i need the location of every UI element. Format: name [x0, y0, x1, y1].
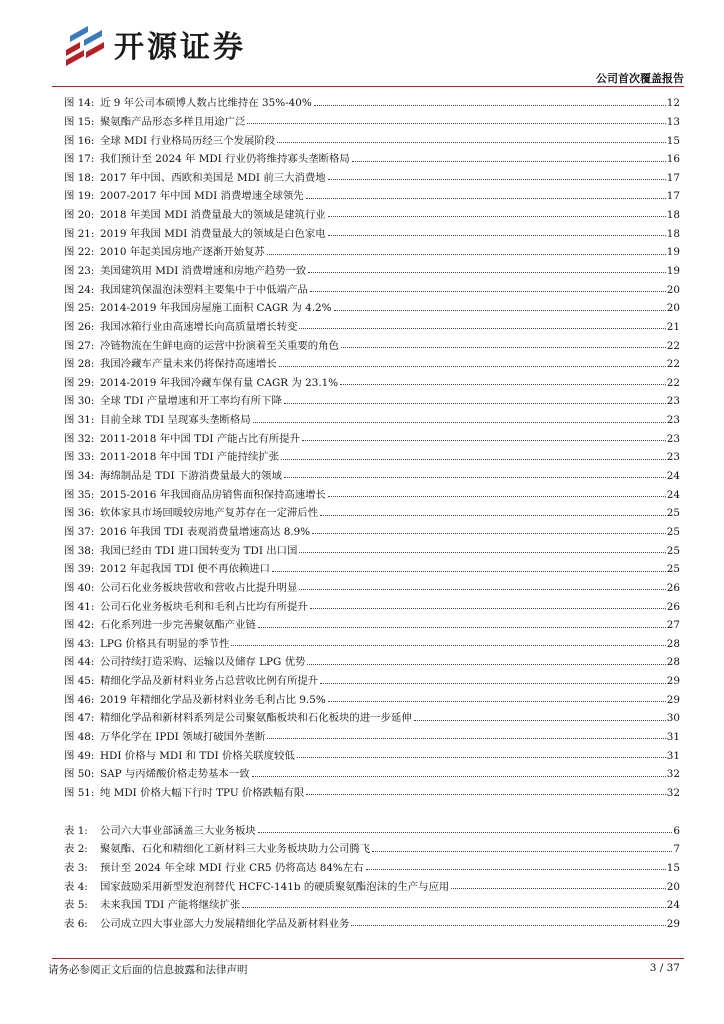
- entry-title: 公司石化业务板块营收和营收占比提升明显: [100, 581, 298, 594]
- entry-label: 表 1:: [64, 824, 88, 837]
- toc-entry[interactable]: [64, 668, 680, 687]
- toc-entry[interactable]: [64, 183, 680, 202]
- entry-page: 20: [666, 880, 680, 893]
- entry-title: 我国冷藏车产量未来仍将保持高速增长: [100, 358, 277, 371]
- dot-leader: [272, 571, 666, 572]
- entry-label: 图 42:: [64, 619, 95, 632]
- entry-label: 图 20:: [64, 209, 95, 222]
- entry-label: 图 29:: [64, 376, 95, 389]
- toc-entry[interactable]: [64, 836, 680, 855]
- toc-entry[interactable]: [64, 90, 680, 109]
- toc-entry[interactable]: [64, 911, 680, 930]
- section-gap: [64, 798, 680, 817]
- toc-entry[interactable]: [64, 892, 680, 911]
- toc-entry[interactable]: [64, 202, 680, 221]
- entry-label: 图 26:: [64, 320, 95, 333]
- entry-page: 26: [666, 581, 680, 594]
- entry-page: 20: [666, 283, 680, 296]
- entry-title: 聚氨酯、石化和精细化工新材料三大业务板块助力公司腾飞: [100, 843, 371, 856]
- entry-page: 27: [666, 619, 680, 632]
- toc-entry[interactable]: [64, 575, 680, 594]
- toc-entry[interactable]: [64, 780, 680, 799]
- dot-leader: [258, 832, 673, 833]
- entry-label: 图 46:: [64, 693, 95, 706]
- entry-title: 我国冰箱行业由高速增长向高质量增长转变: [100, 320, 298, 333]
- toc-entry[interactable]: [64, 463, 680, 482]
- toc-entry[interactable]: [64, 500, 680, 519]
- dot-leader: [310, 608, 666, 609]
- entry-label: 图 45:: [64, 675, 95, 688]
- toc-entry[interactable]: [64, 295, 680, 314]
- footer-disclaimer: 请务必参阅正文后面的信息披露和法律声明: [48, 964, 248, 976]
- entry-page: 24: [666, 488, 680, 501]
- dot-leader: [351, 925, 665, 926]
- entry-label: 图 23:: [64, 265, 95, 277]
- dot-leader: [320, 515, 666, 516]
- toc-entry[interactable]: [64, 220, 680, 239]
- entry-page: 22: [666, 376, 680, 389]
- entry-label: 图 51:: [64, 786, 95, 799]
- dot-leader: [306, 198, 666, 199]
- entry-page: 18: [666, 227, 680, 240]
- toc-entry[interactable]: [64, 314, 680, 333]
- entry-page: 25: [666, 563, 680, 576]
- toc-entry[interactable]: [64, 705, 680, 724]
- entry-title: 软体家具市场回暖较房地产复苏存在一定滞后性: [100, 507, 319, 520]
- dot-leader: [328, 235, 666, 236]
- toc-entry[interactable]: [64, 165, 680, 184]
- entry-page: 18: [666, 209, 680, 222]
- toc-entry[interactable]: [64, 388, 680, 407]
- entry-title: 公司持续打造采购、运输以及储存 LPG 优势: [100, 656, 306, 669]
- entry-label: 图 49:: [64, 749, 95, 762]
- toc-entry[interactable]: [64, 873, 680, 892]
- toc-entry[interactable]: [64, 761, 680, 780]
- dot-leader: [281, 459, 666, 460]
- entry-page: 15: [666, 861, 680, 874]
- dot-leader: [267, 254, 666, 255]
- entry-page: 17: [666, 171, 680, 184]
- entry-title: 我国建筑保温泡沫塑料主要集中于中低端产品: [100, 283, 308, 296]
- entry-page: 17: [666, 190, 680, 203]
- header-divider: [52, 86, 684, 87]
- toc-entry[interactable]: [64, 370, 680, 389]
- entry-page: 24: [666, 899, 680, 912]
- entry-title: 纯 MDI 价格大幅下行时 TPU 价格跌幅有限: [100, 786, 305, 799]
- dot-leader: [258, 627, 666, 628]
- entry-page: 29: [666, 675, 680, 688]
- entry-label: 图 36:: [64, 507, 95, 520]
- entry-title: 公司石化业务板块毛利和毛利占比均有所提升: [100, 600, 308, 613]
- entry-title: 2019 年我国 MDI 消费量最大的领域是白色家电: [100, 227, 326, 240]
- entry-page: 28: [666, 656, 680, 669]
- dot-leader: [242, 907, 665, 908]
- entry-title: 公司六大事业部涵盖三大业务板块: [100, 824, 256, 837]
- entry-page: 23: [666, 395, 680, 408]
- toc-entry[interactable]: [64, 146, 680, 165]
- entry-page: 23: [666, 451, 680, 464]
- entry-title: 近 9 年公司本硕博人数占比维持在 35%-40%: [100, 97, 312, 110]
- entry-page: 21: [666, 320, 680, 333]
- dot-leader: [328, 701, 666, 702]
- entry-title: SAP 与丙烯酸价格走势基本一致: [100, 768, 250, 781]
- dot-leader: [231, 645, 665, 646]
- entry-label: 图 24:: [64, 283, 95, 296]
- entry-title: 2014-2019 年我国冷藏车保有量 CAGR 为 23.1%: [100, 376, 339, 389]
- entry-title: 2010 年起美国房地产逐渐开始复苏: [100, 246, 265, 259]
- entry-label: 图 32:: [64, 432, 95, 445]
- dot-leader: [451, 888, 665, 889]
- entry-page: 19: [666, 265, 680, 277]
- entry-title: 全球 TDI 产量增速和开工率均有所下降: [100, 395, 282, 408]
- entry-label: 图 37:: [64, 525, 95, 538]
- toc-entry[interactable]: [64, 276, 680, 295]
- entry-label: 图 16:: [64, 134, 95, 147]
- dot-leader: [320, 683, 666, 684]
- dot-leader: [253, 422, 666, 423]
- toc-entry[interactable]: [64, 593, 680, 612]
- entry-title: 2011-2018 年中国 TDI 产能占比有所提升: [100, 432, 300, 445]
- entry-title: 预计至 2024 年全球 MDI 行业 CR5 仍将高达 84%左右: [100, 861, 364, 874]
- dot-leader: [366, 869, 666, 870]
- dot-leader: [314, 105, 666, 106]
- toc-entry[interactable]: [64, 612, 680, 631]
- entry-label: 图 30:: [64, 395, 95, 408]
- entry-label: 图 19:: [64, 190, 95, 203]
- entry-label: 图 48:: [64, 731, 95, 744]
- entry-title: 万华化学在 IPDI 领域打破国外垄断: [100, 731, 266, 744]
- entry-title: 精细化学品及新材料业务占总营收比例有所提升: [100, 675, 319, 688]
- entry-label: 图 17:: [64, 153, 95, 166]
- entry-page: 19: [666, 246, 680, 259]
- entry-title: 美国建筑用 MDI 消费增速和房地产趋势一致: [100, 265, 307, 277]
- dot-leader: [284, 477, 666, 478]
- entry-label: 图 25:: [64, 302, 95, 315]
- dot-leader: [306, 794, 666, 795]
- entry-title: 我们预计至 2024 年 MDI 行业仍将维持寡头垄断格局: [100, 153, 350, 166]
- entry-title: 2019 年精细化学品及新材料业务毛利占比 9.5%: [100, 693, 326, 706]
- entry-page: 16: [666, 153, 680, 166]
- toc-entry[interactable]: [64, 127, 680, 146]
- entry-label: 图 15:: [64, 115, 95, 128]
- entry-label: 图 44:: [64, 656, 95, 669]
- entry-label: 图 35:: [64, 488, 95, 501]
- entry-title: 2015-2016 年我国商品房销售面积保持高速增长: [100, 488, 326, 501]
- entry-page: 22: [666, 339, 680, 352]
- page-number: 3 / 37: [649, 962, 680, 974]
- dot-leader: [252, 776, 666, 777]
- entry-label: 图 28:: [64, 358, 95, 371]
- toc-entry[interactable]: [64, 444, 680, 463]
- entry-page: 15: [666, 134, 680, 147]
- entry-page: 26: [666, 600, 680, 613]
- toc-entry[interactable]: [64, 742, 680, 761]
- entry-page: 12: [666, 97, 680, 110]
- dot-leader: [414, 720, 666, 721]
- toc-entry[interactable]: [64, 426, 680, 445]
- entry-page: 7: [673, 843, 680, 856]
- dot-leader: [334, 310, 666, 311]
- entry-label: 图 18:: [64, 171, 95, 184]
- entry-title: LPG 价格具有明显的季节性: [100, 637, 230, 650]
- entry-label: 图 43:: [64, 637, 95, 650]
- toc-entry[interactable]: [64, 407, 680, 426]
- dot-leader: [279, 366, 666, 367]
- dot-leader: [277, 142, 666, 143]
- toc-entry[interactable]: [64, 109, 680, 128]
- entry-title: 2018 年美国 MDI 消费量最大的领域是建筑行业: [100, 209, 326, 222]
- dot-leader: [372, 851, 672, 852]
- dot-leader: [340, 384, 666, 385]
- dot-leader: [328, 179, 666, 180]
- entry-title: 全球 MDI 行业格局历经三个发展阶段: [100, 134, 276, 147]
- entry-title: HDI 价格与 MDI 和 TDI 价格关联度较低: [100, 749, 295, 762]
- footer-divider: [52, 958, 684, 959]
- entry-label: 表 5:: [64, 899, 88, 912]
- entry-page: 20: [666, 302, 680, 315]
- dot-leader: [312, 533, 666, 534]
- entry-label: 图 50:: [64, 768, 95, 781]
- entry-page: 13: [666, 115, 680, 128]
- entry-label: 表 2:: [64, 843, 88, 856]
- dot-leader: [341, 347, 666, 348]
- toc-entry[interactable]: [64, 687, 680, 706]
- brand-logo-icon: [62, 22, 108, 66]
- entry-page: 31: [666, 749, 680, 762]
- entry-page: 32: [666, 786, 680, 799]
- entry-page: 23: [666, 414, 680, 427]
- entry-label: 图 34:: [64, 470, 95, 483]
- figure-list: [64, 90, 680, 798]
- toc-entry[interactable]: [64, 537, 680, 556]
- entry-page: 31: [666, 731, 680, 744]
- entry-title: 聚氨酯产品形态多样且用途广泛: [100, 115, 246, 128]
- dot-leader: [299, 328, 665, 329]
- entry-label: 图 27:: [64, 339, 95, 352]
- toc-entry[interactable]: [64, 556, 680, 575]
- entry-title: 2012 年起我国 TDI 便不再依赖进口: [100, 563, 271, 576]
- brand-name: 开源证券: [114, 30, 246, 65]
- entry-title: 2014-2019 年我国房屋施工面积 CAGR 为 4.2%: [100, 302, 332, 315]
- table-list: [64, 817, 680, 929]
- dot-leader: [297, 757, 666, 758]
- dot-leader: [299, 589, 665, 590]
- toc-entry[interactable]: [64, 351, 680, 370]
- entry-title: 目前全球 TDI 呈现寡头垄断格局: [100, 414, 251, 427]
- entry-page: 32: [666, 768, 680, 781]
- dot-leader: [308, 272, 665, 273]
- entry-page: 22: [666, 358, 680, 371]
- dot-leader: [267, 738, 666, 739]
- entry-page: 25: [666, 507, 680, 520]
- dot-leader: [328, 496, 666, 497]
- entry-label: 图 14:: [64, 97, 95, 110]
- dot-leader: [302, 440, 666, 441]
- entry-title: 2017 年中国、西欧和美国是 MDI 前三大消费地: [100, 171, 326, 184]
- entry-label: 图 33:: [64, 451, 95, 464]
- entry-page: 29: [666, 693, 680, 706]
- toc-entry[interactable]: [64, 258, 680, 277]
- report-type: 公司首次覆盖报告: [596, 72, 684, 85]
- entry-title: 石化系列进一步完善聚氨酯产业链: [100, 619, 256, 632]
- entry-title: 未来我国 TDI 产能将继续扩张: [100, 899, 241, 912]
- entry-label: 图 31:: [64, 414, 95, 427]
- dot-leader: [328, 216, 666, 217]
- entry-page: 25: [666, 525, 680, 538]
- entry-page: 29: [666, 917, 680, 930]
- entry-page: 25: [666, 544, 680, 557]
- entry-page: 6: [673, 824, 680, 837]
- dot-leader: [310, 291, 666, 292]
- entry-page: 30: [666, 712, 680, 725]
- entry-page: 23: [666, 432, 680, 445]
- toc-entry[interactable]: [64, 855, 680, 874]
- toc-entry[interactable]: [64, 332, 680, 351]
- entry-title: 2007-2017 年中国 MDI 消费增速全球领先: [100, 190, 304, 203]
- entry-label: 表 4:: [64, 880, 88, 893]
- toc-entry[interactable]: [64, 239, 680, 258]
- entry-label: 图 47:: [64, 712, 95, 725]
- entry-title: 冷链物流在生鲜电商的运营中扮演着至关重要的角色: [100, 339, 339, 352]
- entry-label: 图 41:: [64, 600, 95, 613]
- entry-label: 图 22:: [64, 246, 95, 259]
- entry-label: 图 39:: [64, 563, 95, 576]
- entry-title: 2011-2018 年中国 TDI 产能持续扩张: [100, 451, 280, 464]
- toc-entry[interactable]: [64, 481, 680, 500]
- toc-entry[interactable]: [64, 817, 680, 836]
- dot-leader: [284, 403, 666, 404]
- entry-label: 图 21:: [64, 227, 95, 240]
- entry-page: 24: [666, 470, 680, 483]
- dot-leader: [352, 161, 666, 162]
- entry-label: 图 40:: [64, 581, 95, 594]
- entry-label: 图 38:: [64, 544, 95, 557]
- toc-entry[interactable]: [64, 519, 680, 538]
- entry-title: 国家鼓励采用新型发泡剂替代 HCFC-141b 的硬质聚氨酯泡沫的生产与应用: [100, 880, 450, 893]
- dot-leader: [247, 123, 665, 124]
- brand-logo: [62, 22, 246, 66]
- dot-leader: [307, 664, 665, 665]
- entry-title: 精细化学品和新材料系列是公司聚氨酯板块和石化板块的进一步延伸: [100, 712, 412, 725]
- entry-title: 公司成立四大事业部大力发展精细化学品及新材料业务: [100, 917, 350, 930]
- entry-title: 我国已经由 TDI 进口国转变为 TDI 出口国: [100, 544, 298, 557]
- toc-entry[interactable]: [64, 631, 680, 650]
- toc-entry[interactable]: [64, 724, 680, 743]
- entry-page: 28: [666, 637, 680, 650]
- entry-label: 表 3:: [64, 861, 88, 874]
- toc: [64, 90, 680, 929]
- entry-title: 2016 年我国 TDI 表观消费量增速高达 8.9%: [100, 525, 311, 538]
- entry-title: 海绵制品是 TDI 下游消费量最大的领域: [100, 470, 282, 483]
- entry-label: 表 6:: [64, 917, 88, 930]
- toc-entry[interactable]: [64, 649, 680, 668]
- dot-leader: [299, 552, 665, 553]
